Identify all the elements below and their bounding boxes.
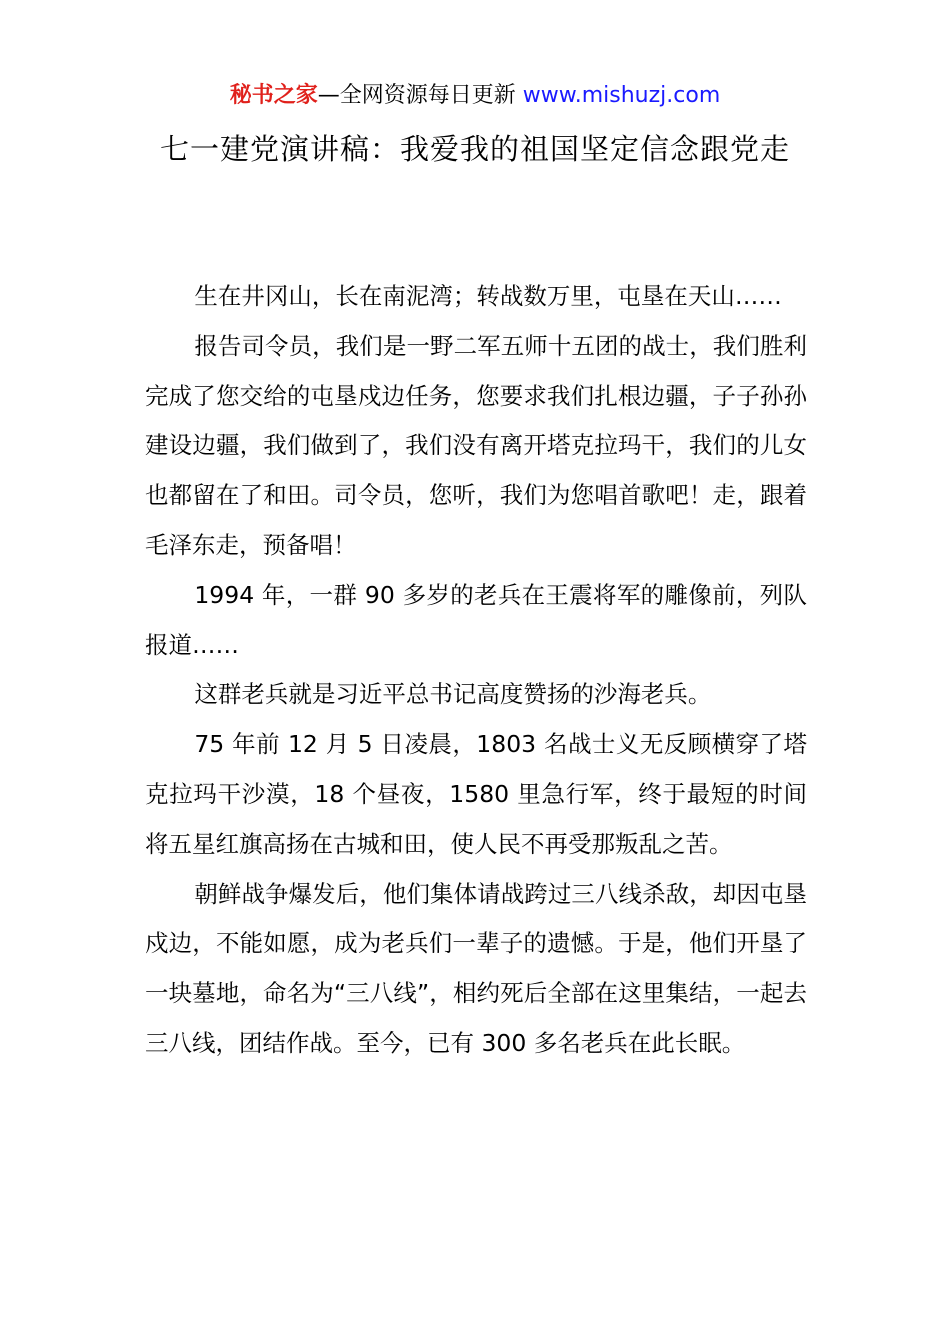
- document-body: [145, 272, 807, 1069]
- paragraph: 1994 年，一群 90 多岁的老兵在王震将军的雕像前，列队报道……: [145, 580, 807, 659]
- paragraph: 报告司令员，我们是一野二军五师十五团的战士，我们胜利完成了您交给的屯垦戍边任务，您要求我们扎根边疆，子子孙孙建设边疆，我们做到了，我们没有离开塔克拉玛干，我们的儿女也都留在了和田。司令员，您听，我们为您唱首歌吧！走，跟着毛泽东走，预备唱！: [145, 331, 807, 559]
- document-title: 七一建党演讲稿：我爱我的祖国坚定信念跟党走: [159, 132, 790, 166]
- paragraph: 75 年前 12 月 5 日凌晨，1803 名战士义无反顾横穿了塔克拉玛干沙漠，18 个昼夜，1580 里急行军，终于最短的时间将五星红旗高扬在古城和田，使人民不再受那叛乱之苦。: [145, 730, 807, 858]
- paragraph: 这群老兵就是习近平总书记高度赞扬的沙海老兵。: [194, 680, 712, 709]
- brand-name: 秘书之家: [229, 83, 318, 108]
- header-tagline: —全网资源每日更新: [317, 83, 516, 108]
- paragraph: 生在井冈山，长在南泥湾；转战数万里，屯垦在天山……: [194, 282, 782, 310]
- site-header: [0, 80, 950, 112]
- paragraph: 朝鲜战争爆发后，他们集体请战跨过三八线杀敌，却因屯垦戍边，不能如愿，成为老兵们一辈子的遗憾。于是，他们开垦了一块墓地，命名为“三八线”，相约死后全部在这里集结，一起去三八线，团结作战。至今，已有 300 多名老兵在此长眠。: [145, 879, 807, 1057]
- site-url-link[interactable]: www.mishuzj.com: [522, 83, 721, 108]
